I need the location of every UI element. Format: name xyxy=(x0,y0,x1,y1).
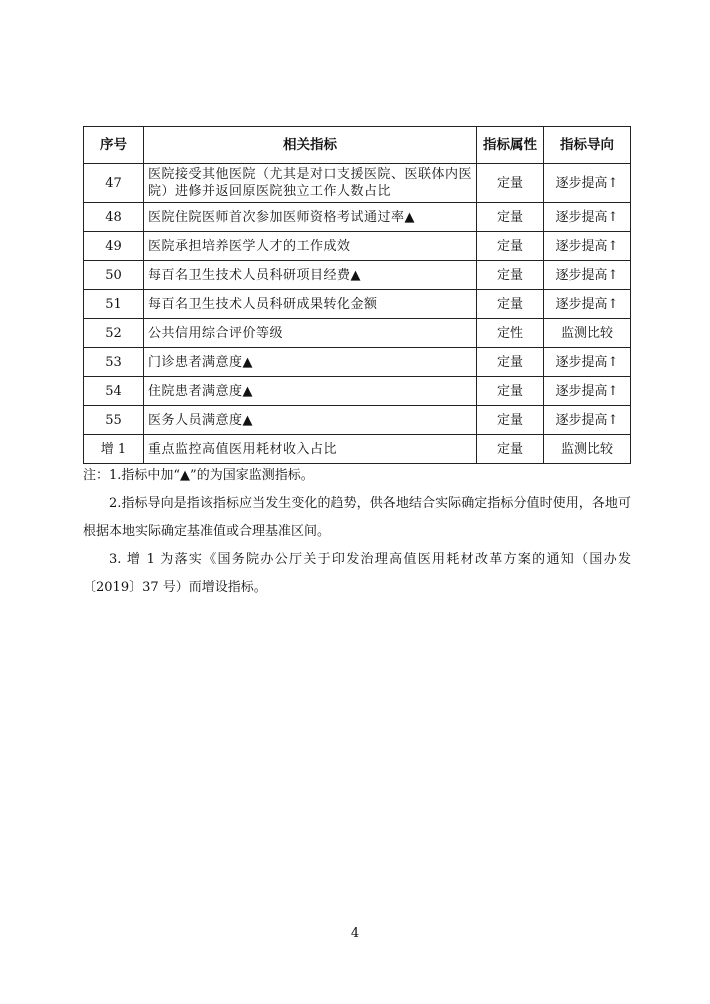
row-indicator: 住院患者满意度▲ xyxy=(144,377,477,406)
header-direction: 指标导向 xyxy=(544,127,631,164)
row-attribute: 定量 xyxy=(477,261,544,290)
row-direction: 逐步提高↑ xyxy=(544,406,631,435)
table-notes xyxy=(83,462,631,602)
row-attribute: 定性 xyxy=(477,319,544,348)
row-indicator: 每百名卫生技术人员科研成果转化金额 xyxy=(144,290,477,319)
table-row xyxy=(84,232,631,261)
row-serial: 51 xyxy=(84,290,144,319)
table-row xyxy=(84,319,631,348)
row-attribute: 定量 xyxy=(477,203,544,232)
header-indicator: 相关指标 xyxy=(144,127,477,164)
row-direction: 监测比较 xyxy=(544,319,631,348)
row-indicator: 医院住院医师首次参加医师资格考试通过率▲ xyxy=(144,203,477,232)
row-serial: 50 xyxy=(84,261,144,290)
row-serial: 48 xyxy=(84,203,144,232)
row-direction: 逐步提高↑ xyxy=(544,377,631,406)
row-attribute: 定量 xyxy=(477,232,544,261)
row-attribute: 定量 xyxy=(477,164,544,203)
row-serial: 55 xyxy=(84,406,144,435)
row-indicator: 门诊患者满意度▲ xyxy=(144,348,477,377)
row-serial: 53 xyxy=(84,348,144,377)
row-attribute: 定量 xyxy=(477,377,544,406)
row-direction: 逐步提高↑ xyxy=(544,261,631,290)
row-serial: 增 1 xyxy=(84,435,144,464)
row-serial: 52 xyxy=(84,319,144,348)
row-attribute: 定量 xyxy=(477,348,544,377)
row-direction: 监测比较 xyxy=(544,435,631,464)
row-indicator: 医院承担培养医学人才的工作成效 xyxy=(144,232,477,261)
row-direction: 逐步提高↑ xyxy=(544,164,631,203)
indicator-table xyxy=(83,126,631,464)
table-row xyxy=(84,348,631,377)
note-3: 3. 增 1 为落实《国务院办公厅关于印发治理高值医用耗材改革方案的通知（国办发〔2019〕37 号）而增设指标。 xyxy=(83,552,631,595)
table-row xyxy=(84,377,631,406)
row-indicator: 重点监控高值医用耗材收入占比 xyxy=(144,435,477,464)
row-attribute: 定量 xyxy=(477,406,544,435)
note-2: 2.指标导向是指该指标应当发生变化的趋势，供各地结合实际确定指标分值时使用，各地可根据本地实际确定基准值或合理基准区间。 xyxy=(83,496,631,539)
table-row xyxy=(84,164,631,203)
table-row xyxy=(84,290,631,319)
row-indicator: 医院接受其他医院（尤其是对口支援医院、医联体内医院）进修并返回原医院独立工作人数占比 xyxy=(144,164,477,203)
header-serial: 序号 xyxy=(84,127,144,164)
table-header-row xyxy=(84,127,631,164)
row-indicator: 医务人员满意度▲ xyxy=(144,406,477,435)
table-row xyxy=(84,261,631,290)
row-direction: 逐步提高↑ xyxy=(544,203,631,232)
row-serial: 49 xyxy=(84,232,144,261)
row-serial: 47 xyxy=(84,164,144,203)
row-attribute: 定量 xyxy=(477,435,544,464)
row-serial: 54 xyxy=(84,377,144,406)
row-direction: 逐步提高↑ xyxy=(544,290,631,319)
row-indicator: 公共信用综合评价等级 xyxy=(144,319,477,348)
table-row xyxy=(84,406,631,435)
row-direction: 逐步提高↑ xyxy=(544,232,631,261)
page-number: 4 xyxy=(350,926,360,941)
table-row xyxy=(84,203,631,232)
table-row xyxy=(84,435,631,464)
row-indicator: 每百名卫生技术人员科研项目经费▲ xyxy=(144,261,477,290)
row-direction: 逐步提高↑ xyxy=(544,348,631,377)
row-attribute: 定量 xyxy=(477,290,544,319)
note-1: 注：1.指标中加“▲”的为国家监测指标。 xyxy=(83,468,314,483)
header-attribute: 指标属性 xyxy=(477,127,544,164)
